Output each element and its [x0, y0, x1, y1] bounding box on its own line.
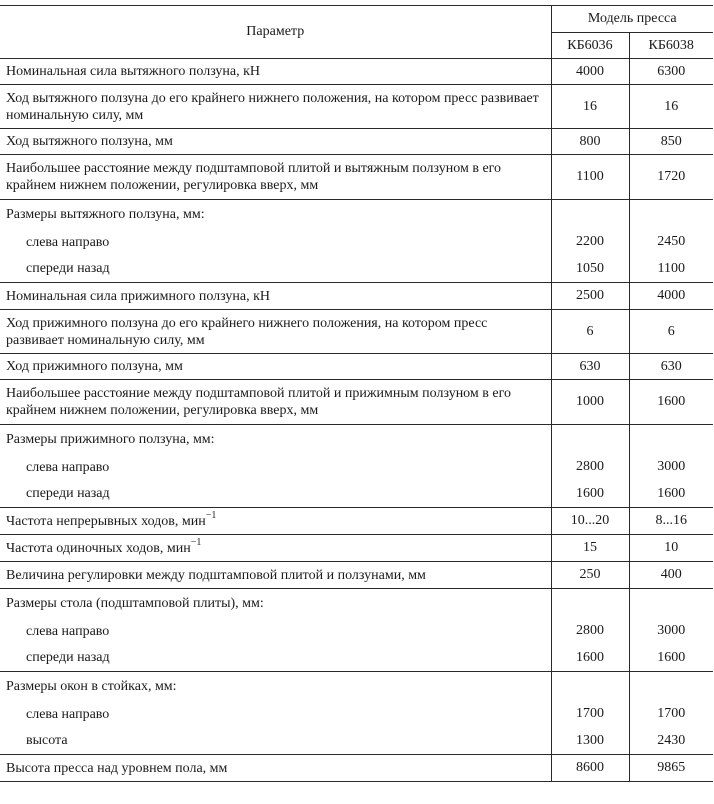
- value-a: 1600: [551, 645, 629, 672]
- value-b: 10: [629, 535, 713, 562]
- value-a: 2800: [551, 618, 629, 645]
- table-row: [0, 354, 713, 380]
- model-group-header: Модель пресса: [551, 6, 713, 33]
- value-a: 2800: [551, 454, 629, 481]
- table-row: [0, 380, 713, 425]
- value-b: 3000: [629, 454, 713, 481]
- value-b: 1600: [629, 645, 713, 672]
- table-row: [0, 283, 713, 310]
- value-a: 2200: [551, 229, 629, 256]
- value-b: 9865: [629, 755, 713, 782]
- table-row: [0, 85, 713, 129]
- row-label: Размеры прижимного ползуна, мм:: [6, 431, 215, 447]
- table-row: [0, 310, 713, 354]
- row-label: спереди назад: [0, 481, 551, 508]
- value-a: 4000: [551, 59, 629, 85]
- unit-exponent: −1: [205, 509, 217, 521]
- row-label: Номинальная сила вытяжного ползуна, кН: [0, 59, 551, 85]
- value-a: 1100: [551, 155, 629, 200]
- table-row: [0, 535, 713, 562]
- value-b: [629, 672, 713, 701]
- row-label: Ход прижимного ползуна, мм: [0, 354, 551, 380]
- value-a: 630: [551, 354, 629, 380]
- table-row: [0, 618, 713, 645]
- value-b: 8...16: [629, 508, 713, 535]
- table-row: [0, 755, 713, 782]
- value-b: 2430: [629, 728, 713, 755]
- value-b: 850: [629, 129, 713, 155]
- table-row: [0, 229, 713, 256]
- row-label: слева направо: [26, 459, 110, 475]
- value-a: [551, 589, 629, 618]
- value-a: 6: [551, 310, 629, 354]
- value-b: 2450: [629, 229, 713, 256]
- table-row: [0, 508, 713, 535]
- row-label-with-unit: [0, 535, 551, 562]
- unit-exponent: −1: [190, 536, 202, 548]
- row-label: Ход прижимного ползуна до его крайнего нижнего положения, на котором пресс развивает номинальную силу, мм: [0, 310, 551, 354]
- value-b: 3000: [629, 618, 713, 645]
- value-b: [629, 200, 713, 229]
- value-a: [551, 425, 629, 454]
- value-a: 8600: [551, 755, 629, 782]
- value-b: 16: [629, 85, 713, 129]
- table-row: [0, 728, 713, 755]
- row-label: Размеры стола (подштамповой плиты), мм:: [6, 595, 264, 611]
- value-a: 1700: [551, 701, 629, 728]
- table-row: [0, 256, 713, 283]
- row-label: Частота непрерывных ходов, мин: [6, 513, 206, 529]
- row-label: Наибольшее расстояние между подштамповой плитой и прижимным ползуном в его крайнем нижнем положении, регулировка вверх, мм: [0, 380, 551, 425]
- model-a-header: КБ6036: [551, 33, 629, 59]
- value-b: [629, 425, 713, 454]
- row-label: Частота одиночных ходов, мин: [6, 540, 191, 556]
- table-row: [0, 155, 713, 200]
- value-a: 15: [551, 535, 629, 562]
- row-label-with-unit: [0, 508, 551, 535]
- table-row: [0, 481, 713, 508]
- value-b: 6: [629, 310, 713, 354]
- value-a: 16: [551, 85, 629, 129]
- value-a: 250: [551, 562, 629, 589]
- table-row: [0, 672, 713, 701]
- row-label: Величина регулировки между подштамповой плитой и ползунами, мм: [0, 562, 551, 589]
- table-row: [0, 562, 713, 589]
- model-b-header: КБ6038: [629, 33, 713, 59]
- value-b: 400: [629, 562, 713, 589]
- value-b: 4000: [629, 283, 713, 310]
- row-label: Ход вытяжного ползуна до его крайнего нижнего положения, на котором пресс развивает номинальную силу, мм: [0, 85, 551, 129]
- value-a: 1600: [551, 481, 629, 508]
- row-label: спереди назад: [0, 645, 551, 672]
- table-row: [0, 59, 713, 85]
- table-row: [0, 454, 713, 481]
- row-label: слева направо: [26, 234, 110, 250]
- table-row: [0, 129, 713, 155]
- table-row: [0, 589, 713, 618]
- value-a: 10...20: [551, 508, 629, 535]
- value-a: 1000: [551, 380, 629, 425]
- value-a: [551, 200, 629, 229]
- row-label: слева направо: [26, 706, 110, 722]
- value-b: 1100: [629, 256, 713, 283]
- row-label: высота: [0, 728, 551, 755]
- row-label: Размеры вытяжного ползуна, мм:: [6, 206, 205, 222]
- row-label: Номинальная сила прижимного ползуна, кН: [0, 283, 551, 310]
- value-a: 1050: [551, 256, 629, 283]
- table-row: [0, 701, 713, 728]
- table-row: [0, 645, 713, 672]
- table-row: [0, 425, 713, 454]
- value-a: 1300: [551, 728, 629, 755]
- row-label: Ход вытяжного ползуна, мм: [0, 129, 551, 155]
- param-header: Параметр: [0, 6, 551, 59]
- row-label: спереди назад: [0, 256, 551, 283]
- press-specs-table: [0, 5, 713, 782]
- table-row: [0, 200, 713, 229]
- value-b: 1700: [629, 701, 713, 728]
- row-label: Размеры окон в стойках, мм:: [6, 678, 177, 694]
- value-a: [551, 672, 629, 701]
- value-a: 2500: [551, 283, 629, 310]
- value-b: 1720: [629, 155, 713, 200]
- value-b: 630: [629, 354, 713, 380]
- row-label: Наибольшее расстояние между подштамповой плитой и вытяжным ползуном в его крайнем нижнем положении, регулировка вверх, мм: [0, 155, 551, 200]
- value-b: 6300: [629, 59, 713, 85]
- value-a: 800: [551, 129, 629, 155]
- row-label: Высота пресса над уровнем пола, мм: [0, 755, 551, 782]
- value-b: 1600: [629, 380, 713, 425]
- value-b: [629, 589, 713, 618]
- value-b: 1600: [629, 481, 713, 508]
- row-label: слева направо: [26, 623, 110, 639]
